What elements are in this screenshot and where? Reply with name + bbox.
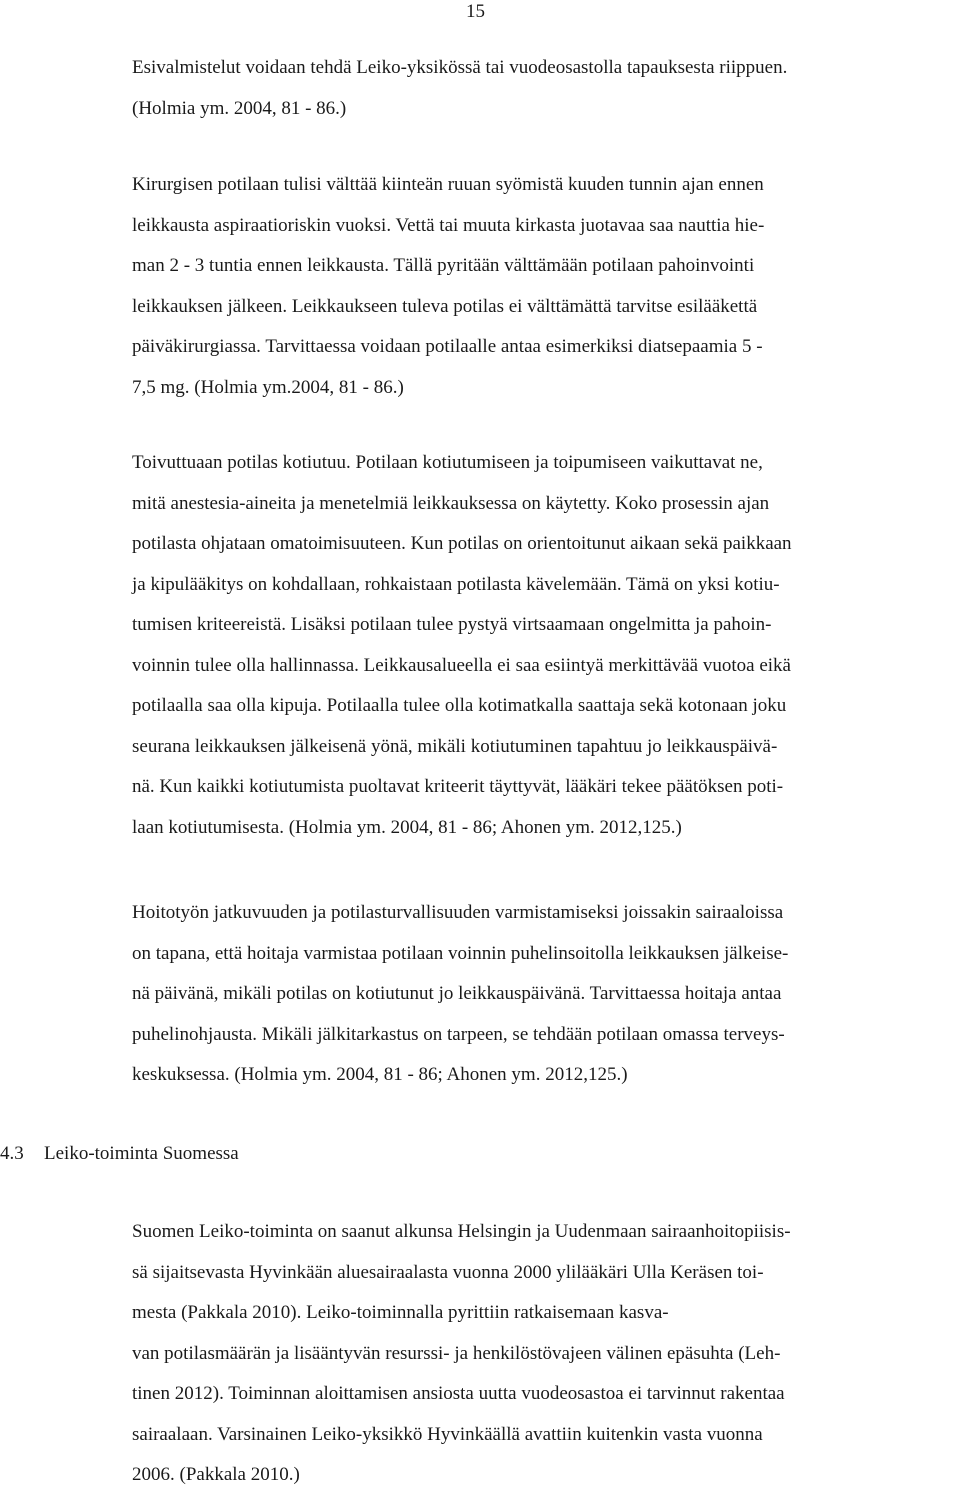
text-line: (Holmia ym. 2004, 81 - 86.) [132, 97, 347, 119]
text-line: seurana leikkauksen jälkeisenä yönä, mikäli kotiutuminen tapahtuu jo leikkauspäivä- [132, 735, 778, 757]
text-line: sä sijaitsevasta Hyvinkään aluesairaalasta vuonna 2000 ylilääkäri Ulla Keräsen toi- [132, 1261, 764, 1283]
text-line: puhelinohjausta. Mikäli jälkitarkastus on tarpeen, se tehdään potilaan omassa terveys- [132, 1023, 785, 1045]
paragraph-3 [132, 443, 960, 848]
text-line: tumisen kriteereistä. Lisäksi potilaan tulee pystyä virtsaamaan ongelmitta ja pahoin- [132, 614, 772, 635]
paragraph-2 [132, 165, 960, 408]
text-line: Toivuttuaan potilas kotiutuu. Potilaan kotiutumiseen ja toipumiseen vaikuttavat ne, [132, 452, 763, 473]
text-line: Kirurgisen potilaan tulisi välttää kiinteän ruuan syömistä kuuden tunnin ajan ennen [132, 174, 764, 195]
text-line: 7,5 mg. (Holmia ym.2004, 81 - 86.) [132, 376, 404, 398]
text-line: sairaalaan. Varsinainen Leiko-yksikkö Hyvinkäällä avattiin kuitenkin vasta vuonna [132, 1423, 763, 1445]
text-line: tinen 2012). Toiminnan aloittamisen ansiosta uutta vuodeosastoa ei tarvinnut rakentaa [132, 1383, 785, 1404]
text-line: päiväkirurgiassa. Tarvittaessa voidaan potilaalle antaa esimerkiksi diatsepaamia 5 - [132, 336, 763, 357]
text-line: nä. Kun kaikki kotiutumista puoltavat kriteerit täyttyvät, lääkäri tekee päätöksen poti- [132, 776, 784, 797]
text-line: leikkauksen jälkeen. Leikkaukseen tuleva potilas ei välttämättä tarvitse esilääkettä [132, 295, 758, 317]
text-line: potilasta ohjataan omatoimisuuteen. Kun potilas on orientoitunut aikaan sekä paikkaan [132, 533, 792, 554]
text-line: ja kipulääkitys on kohdallaan, rohkaistaan potilasta kävelemään. Tämä on yksi kotiu- [132, 573, 780, 595]
text-line: keskuksessa. (Holmia ym. 2004, 81 - 86; Ahonen ym. 2012,125.) [132, 1064, 628, 1085]
text-line: leikkausta aspiraatioriskin vuoksi. Vettä tai muuta kirkasta juotavaa saa nauttia hie- [132, 214, 765, 236]
section-title: Leiko-toiminta Suomessa [44, 1143, 239, 1164]
text-line: mitä anestesia-aineita ja menetelmiä leikkauksessa on käytetty. Koko prosessin ajan [132, 492, 770, 514]
text-line: man 2 - 3 tuntia ennen leikkausta. Tällä pyritään välttämään potilaan pahoinvointi [132, 255, 755, 276]
paragraph-4 [132, 893, 960, 1096]
text-line: Suomen Leiko-toiminta on saanut alkunsa Helsingin ja Uudenmaan sairaanhoitopiisis- [132, 1221, 791, 1242]
paragraph-1 [132, 48, 960, 129]
section-heading [0, 1137, 239, 1171]
text-line: Esivalmistelut voidaan tehdä Leiko-yksikössä tai vuodeosastolla tapauksesta riippuen. [132, 57, 788, 78]
section-paragraph [132, 1212, 960, 1496]
text-line: Hoitotyön jatkuvuuden ja potilasturvallisuuden varmistamiseksi joissakin sairaaloissa [132, 902, 784, 923]
text-line: voinnin tulee olla hallinnassa. Leikkausalueella ei saa esiintyä merkittävää vuotoa eikä [132, 654, 791, 676]
text-line: laan kotiutumisesta. (Holmia ym. 2004, 81 - 86; Ahonen ym. 2012,125.) [132, 816, 682, 838]
text-line: on tapana, että hoitaja varmistaa potilaan voinnin puhelinsoitolla leikkauksen jälkeise- [132, 942, 789, 964]
text-line: mesta (Pakkala 2010). Leiko-toiminnalla pyrittiin ratkaisemaan kasva- [132, 1302, 669, 1323]
text-line: potilaalla saa olla kipuja. Potilaalla tulee olla kotimatkalla saattaja sekä kotonaan joku [132, 695, 787, 716]
text-line: nä päivänä, mikäli potilas on kotiutunut jo leikkauspäivänä. Tarvittaessa hoitaja antaa [132, 983, 782, 1004]
page-number: 15 [466, 1, 485, 22]
text-line: 2006. (Pakkala 2010.) [132, 1464, 300, 1485]
section-number: 4.3 [0, 1143, 24, 1164]
text-line: van potilasmäärän ja lisääntyvän resurssi- ja henkilöstövajeen välinen epäsuhta (Leh- [132, 1342, 781, 1364]
